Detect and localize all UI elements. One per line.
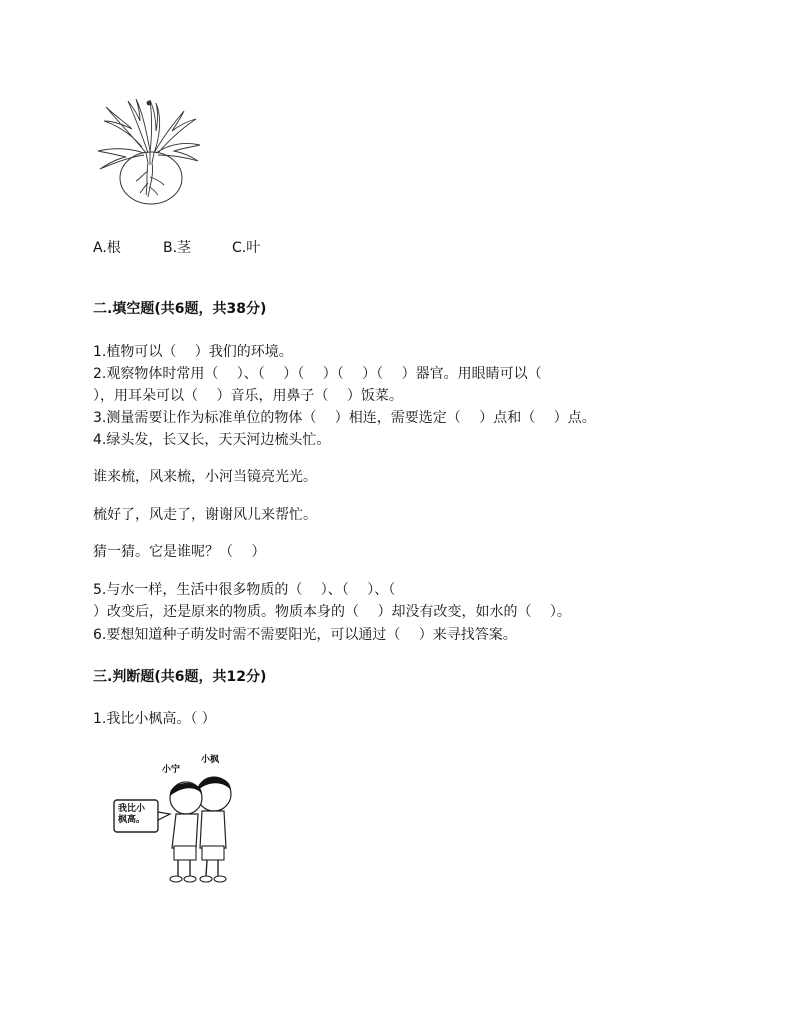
section2-line-8: 猜一猜。它是谁呢？（ ）: [93, 544, 266, 560]
plant-illustration: [96, 95, 204, 207]
section3-heading: 三.判断题(共6题，共12分): [93, 669, 267, 685]
section2-line-1: 1.植物可以（ ）我们的环境。: [93, 344, 293, 360]
name-label-xiaofeng: 小枫: [201, 755, 220, 765]
section2-heading: 二.填空题(共6题，共38分): [93, 301, 267, 317]
option-a: A.根: [93, 240, 121, 256]
section2-line-9: 5.与水一样，生活中很多物质的（ ）、（ ）、（: [93, 582, 396, 598]
section2-line-4: 3.测量需要让作为标准单位的物体（ ）相连，需要选定（ ）点和（ ）点。: [93, 410, 596, 426]
option-c: C.叶: [232, 240, 261, 256]
speech-bubble-text: 我比小 枫高。: [118, 804, 146, 825]
section2-line-11: 6.要想知道种子萌发时需不需要阳光，可以通过（ ）来寻找答案。: [93, 627, 517, 643]
section2-line-2: 2.观察物体时常用（ ）、（ ）（ ）（ ）（ ）器官。用眼睛可以（: [93, 366, 542, 382]
children-illustration: [110, 748, 240, 888]
section3-line-1: 1.我比小枫高。（ ）: [93, 711, 216, 727]
section2-line-10: ）改变后，还是原来的物质。物质本身的（ ）却没有改变，如水的（ ）。: [93, 604, 571, 620]
section2-line-7: 梳好了，风走了，谢谢风儿来帮忙。: [93, 507, 317, 523]
section2-line-6: 谁来梳，风来梳，小河当镜亮光光。: [93, 469, 317, 485]
section2-line-5: 4.绿头发，长又长，天天河边梳头忙。: [93, 432, 331, 448]
name-label-xiaoning: 小宁: [162, 765, 181, 775]
section2-line-3: ），用耳朵可以（ ）音乐，用鼻子（ ）饭菜。: [93, 388, 403, 404]
option-b: B.茎: [163, 240, 192, 256]
